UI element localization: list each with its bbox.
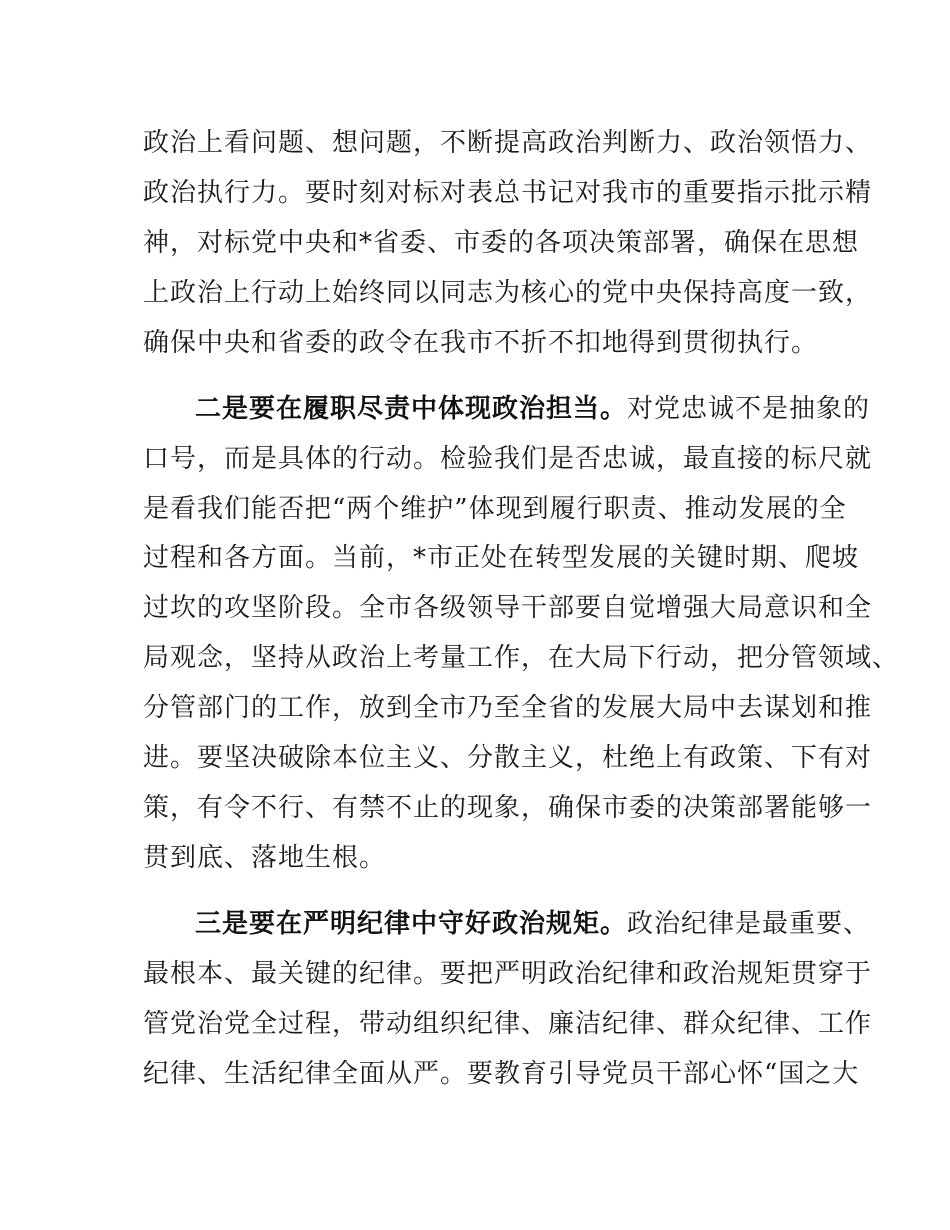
paragraph-first-line xyxy=(195,908,870,940)
paragraph-first-line xyxy=(195,393,870,425)
text-line: 是看我们能否把“两个维护”体现到履行职责、推动发展的全 xyxy=(143,494,847,524)
text-line: 分管部门的工作，放到全市乃至全省的发展大局中去谋划和推 xyxy=(143,693,873,723)
text-line: 过程和各方面。当前，*市正处在转型发展的关键时期、爬坡 xyxy=(143,543,860,573)
text-line: 局观念，坚持从政治上考量工作，在大局下行动，把分管领域、 xyxy=(143,643,900,673)
text-line: 上政治上行动上始终同以同志为核心的党中央保持高度一致， xyxy=(143,278,873,308)
text-line: 政治上看问题、想问题，不断提高政治判断力、政治领悟力、 xyxy=(143,128,873,158)
paragraph-heading: 二是要在履职尽责中体现政治担当。 xyxy=(195,394,628,424)
text-span: 对党忠诚不是抽象的 xyxy=(627,394,871,424)
text-span: 政治纪律是最重要、 xyxy=(627,909,871,939)
paragraph-heading: 三是要在严明纪律中守好政治规矩。 xyxy=(195,909,628,939)
text-line: 确保中央和省委的政令在我市不折不扣地得到贯彻执行。 xyxy=(143,328,819,358)
text-line: 策，有令不行、有禁不止的现象，确保市委的决策部署能够一 xyxy=(143,793,873,823)
text-line: 进。要坚决破除本位主义、分散主义，杜绝上有政策、下有对 xyxy=(143,743,873,773)
text-line: 纪律、生活纪律全面从严。要教育引导党员干部心怀“国之大 xyxy=(143,1059,860,1089)
text-line: 口号，而是具体的行动。检验我们是否忠诚，最直接的标尺就 xyxy=(143,444,873,474)
text-line: 贯到底、落地生根。 xyxy=(143,843,387,873)
text-line: 最根本、最关键的纪律。要把严明政治纪律和政治规矩贯穿于 xyxy=(143,959,873,989)
text-line: 过坎的攻坚阶段。全市各级领导干部要自觉增强大局意识和全 xyxy=(143,593,873,623)
text-line: 政治执行力。要时刻对标对表总书记对我市的重要指示批示精 xyxy=(143,178,873,208)
text-line: 管党治党全过程，带动组织纪律、廉洁纪律、群众纪律、工作 xyxy=(143,1009,873,1039)
text-line: 神，对标党中央和*省委、市委的各项决策部署，确保在思想 xyxy=(143,228,860,258)
